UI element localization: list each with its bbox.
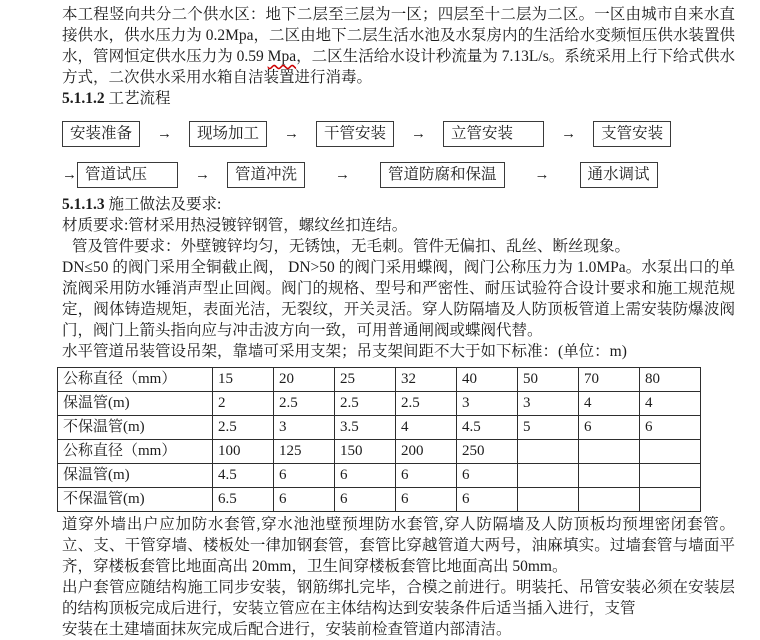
table-cell: 保温管(m)	[58, 464, 213, 488]
arrow-right-icon: →	[561, 125, 577, 142]
arrow-right-icon: →	[195, 166, 211, 183]
heading-number: 5.1.1.2	[62, 90, 105, 107]
process-flow-row-1	[62, 121, 735, 147]
intro-text-before: 本工程竖向共分二个供水区：地下二层至三层为一区；四层至十二层为二区。一区由城市自来水直接供水，供水压力为 0.2Mpa，二区由地下二层生活水池及水泵房内的生活给水变频恒压供水装置供水，管网恒定供水压力为 0.59	[62, 6, 735, 65]
spellcheck-underline-word: Mpa	[267, 48, 297, 65]
table-cell: 3	[518, 392, 579, 416]
table-cell: 2.5	[213, 416, 274, 440]
arrow-right-icon: →	[157, 125, 173, 142]
table-cell: 15	[213, 368, 274, 392]
table-cell: 3	[457, 392, 518, 416]
flow-step-install-preparation: 安装准备	[62, 121, 140, 147]
table-cell: 6	[335, 464, 396, 488]
table-cell: 6.5	[213, 488, 274, 512]
table-cell: 6	[274, 488, 335, 512]
table-cell: 3.5	[335, 416, 396, 440]
support-spacing-paragraph: 水平管道吊装管设吊架，靠墙可采用支架；吊支架间距不大于如下标准：(单位：m)	[62, 343, 627, 360]
table-cell: 200	[396, 440, 457, 464]
table-cell	[640, 464, 701, 488]
flow-step-branch-pipe-install: 支管安装	[593, 121, 671, 147]
arrow-right-icon: →	[534, 166, 550, 183]
table-cell: 50	[518, 368, 579, 392]
flow-step-site-fabrication: 现场加工	[189, 121, 267, 147]
sleeve-paragraph: 道穿外墙出户应加防水套管,穿水池池壁预埋防水套管,穿人防隔墙及人防顶板均预埋密闭套管。立、支、干管穿墙、楼板处一律加钢套管，套管比穿越管道大两号，油麻填实。过墙套管与墙面平齐，穿楼板套管比地面高出 20mm，卫生间穿楼板套管比地面高出 50mm。	[62, 516, 735, 575]
table-cell: 40	[457, 368, 518, 392]
table-cell: 125	[274, 440, 335, 464]
table-cell: 32	[396, 368, 457, 392]
flow-step-water-commissioning: 通水调试	[580, 162, 658, 188]
table-cell	[518, 440, 579, 464]
table-cell: 6	[579, 416, 640, 440]
flow-step-pipe-pressure-test: 管道试压	[77, 162, 178, 188]
table-cell: 6	[274, 464, 335, 488]
heading-number: 5.1.1.3	[62, 196, 105, 213]
section-heading-5112	[62, 88, 735, 109]
table-cell: 6	[457, 488, 518, 512]
table-cell	[579, 488, 640, 512]
table-cell: 4	[579, 392, 640, 416]
heading-title: 工艺流程	[104, 90, 171, 107]
table-cell: 4.5	[213, 464, 274, 488]
table-cell: 80	[640, 368, 701, 392]
arrow-right-icon: →	[335, 166, 351, 183]
table-cell	[518, 488, 579, 512]
table-cell: 4.5	[457, 416, 518, 440]
table-cell: 公称直径（mm）	[58, 368, 213, 392]
intro-text-after: ，二区生活给水设计秒流量为 7.13L/s。系统采用上行下给式供水方式，二次供水采用水箱自洁装置进行消毒。	[62, 48, 735, 86]
flow-step-main-pipe-install: 干管安装	[316, 121, 394, 147]
table-cell: 70	[579, 368, 640, 392]
table-cell: 4	[396, 416, 457, 440]
intro-paragraph	[62, 4, 735, 88]
process-flow-row-2	[62, 162, 735, 188]
arrow-right-icon: →	[411, 125, 427, 142]
table-cell: 6	[335, 488, 396, 512]
table-cell: 不保温管(m)	[58, 488, 213, 512]
table-cell	[640, 488, 701, 512]
table-cell: 2	[213, 392, 274, 416]
material-requirement-paragraph: 材质要求:管材采用热浸镀锌钢管，螺纹丝扣连结。	[62, 217, 408, 234]
table-cell: 保温管(m)	[58, 392, 213, 416]
pipe-fitting-requirement-paragraph: 管及管件要求：外壁镀锌均匀，无锈蚀，无毛刺。管件无偏扣、乱丝、断丝现象。	[72, 238, 631, 255]
table-cell	[579, 464, 640, 488]
table-cell: 250	[457, 440, 518, 464]
table-cell	[640, 440, 701, 464]
table-cell: 不保温管(m)	[58, 416, 213, 440]
table-row	[58, 464, 701, 488]
table-cell: 100	[213, 440, 274, 464]
table-cell: 3	[274, 416, 335, 440]
table-row	[58, 416, 701, 440]
table-cell: 2.5	[396, 392, 457, 416]
arrow-right-icon: →	[284, 125, 300, 142]
table-cell: 6	[640, 416, 701, 440]
flow-step-riser-install: 立管安装	[443, 121, 544, 147]
table-cell: 5	[518, 416, 579, 440]
table-cell	[579, 440, 640, 464]
table-cell: 6	[396, 464, 457, 488]
table-cell: 2.5	[274, 392, 335, 416]
table-cell: 6	[396, 488, 457, 512]
hanger-spacing-table	[57, 367, 701, 512]
table-cell: 6	[457, 464, 518, 488]
table-row	[58, 392, 701, 416]
flow-step-anticorrosion-insulation: 管道防腐和保温	[380, 162, 505, 188]
table-cell	[518, 464, 579, 488]
table-cell: 150	[335, 440, 396, 464]
heading-title: 施工做法及要求:	[104, 196, 222, 213]
table-cell: 公称直径（mm）	[58, 440, 213, 464]
table-row	[58, 440, 701, 464]
arrow-right-icon: →	[62, 166, 77, 183]
valve-requirement-paragraph: DN≤50 的阀门采用全铜截止阀， DN>50 的阀门采用蝶阀，阀门公称压力为 1.0MPa。水泵出口的单流阀采用防水锤消声型止回阀。阀门的规格、型号和严密性、耐压试验符合设计要求和施工规范规定，阀体铸造规矩，表面光洁，无裂纹，开关灵活。穿人防隔墙及人防顶板管道上需安装防爆波阀门，阀门上箭头指向应与冲击波方向一致，可用普通闸阀或蝶阀代替。	[62, 259, 735, 339]
table-cell: 2.5	[335, 392, 396, 416]
table-row	[58, 488, 701, 512]
table-cell: 4	[640, 392, 701, 416]
table-cell: 20	[274, 368, 335, 392]
clipped-bottom-line: 安装在土建墙面抹灰完成后配合进行，安装前检查管道内部清洁。	[62, 621, 512, 638]
flow-step-pipe-flushing: 管道冲洗	[227, 162, 305, 188]
table-row	[58, 368, 701, 392]
table-cell: 25	[335, 368, 396, 392]
section-heading-5113	[62, 194, 735, 215]
install-sequence-paragraph: 出户套管应随结构施工同步安装，钢筋绑扎完毕，合模之前进行。明装托、吊管安装必须在安装层的结构顶板完成后进行，安装立管应在主体结构达到安装条件后适当插入进行，支管	[62, 579, 735, 617]
